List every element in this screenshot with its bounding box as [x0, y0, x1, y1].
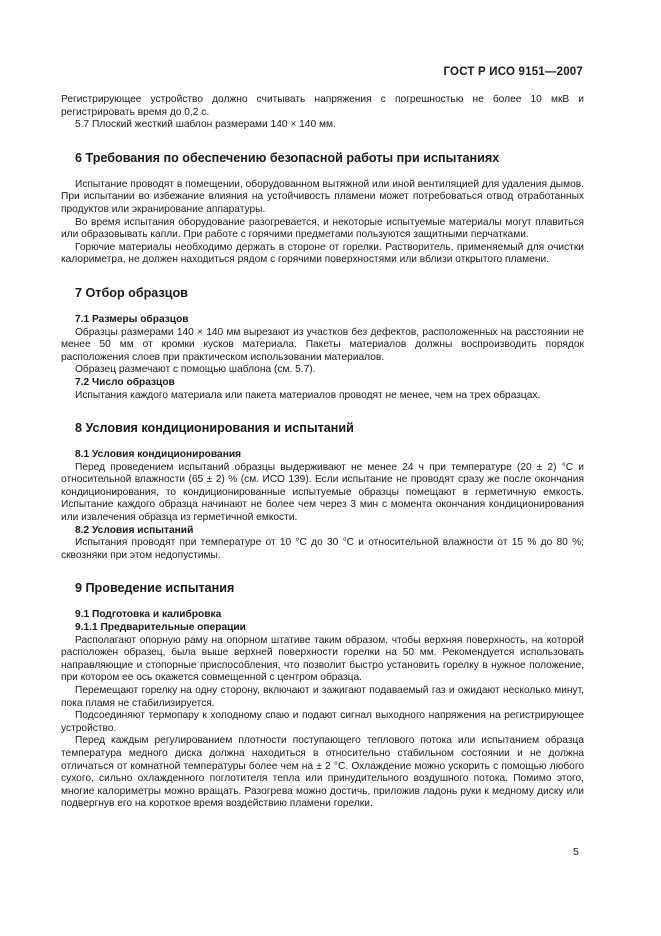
paragraph: Горючие материалы необходимо держать в стороне от горелки. Растворитель, применяемый для очистки калориметра, не должен находиться рядом с горячими поверхностями или вблизи открытого пламени.	[61, 241, 584, 266]
page-content	[61, 94, 584, 811]
section-7-heading: 7 Отбор образцов	[75, 285, 188, 300]
paragraph: Регистрирующее устройство должно считывать напряжения с погрешностью не более 10 мкВ и регистрировать время до 0,2 с.	[61, 94, 584, 118]
page-number: 5	[573, 846, 579, 858]
section-9-heading: 9 Проведение испытания	[75, 581, 235, 596]
paragraph: Испытания каждого материала или пакета материалов проводят не менее, чем на трех образцах.	[75, 389, 541, 401]
subsection-7-1-heading: 7.1 Размеры образцов	[75, 313, 189, 325]
paragraph: Перед каждым регулированием плотности поступающего теплового потока или испытанием образца температура медного диска должна находиться в относительно стабильном состоянии и не должна отличаться от комнатной температуры более чем на ± 2 °С. Охлаждение можно ускорить с помощью любого сухого, сильно охлажденного поглотителя тепла или принудительного воздушного потока. Помимо этого, многие калориметры можно вращать. Разогрева можно достичь, приложив ладонь руки к медному диску или подвергнув его на короткое время воздействию пламени горелки.	[61, 735, 584, 810]
paragraph: Испытания проводят при температуре от 10 °С до 30 °С и относительной влажности от 15 % до 80 %; сквозняки при этом недопустимы.	[61, 537, 584, 561]
paragraph: Образцы размерами 140 × 140 мм вырезают из участков без дефектов, расположенных на расстоянии не менее 50 мм от кромки кусков материала. Пакеты материалов должны воспроизводить порядок расположения слоев при практическом использовании материалов.	[61, 326, 584, 363]
paragraph: 5.7 Плоский жесткий шаблон размерами 140 × 140 мм.	[75, 119, 336, 131]
document-code: ГОСТ Р ИСО 9151—2007	[443, 66, 583, 78]
paragraph: Во время испытания оборудование разогревается, и некоторые испытуемые материалы могут плавиться или образовывать капли. При работе с горячими предметами пользуются защитными перчатками.	[61, 216, 584, 241]
paragraph: Подсоединяют термопару к холодному спаю и подают сигнал выходного напряжения на регистрирующее устройство.	[61, 710, 584, 734]
section-6-heading: 6 Требования по обеспечению безопасной работы при испытаниях	[75, 150, 500, 165]
subsection-9-1-heading: 9.1 Подготовка и калибровка	[75, 609, 222, 621]
subsection-9-1-1-heading: 9.1.1 Предварительные операции	[75, 622, 246, 634]
paragraph: Испытание проводят в помещении, оборудованном вытяжной или иной вентиляцией для удаления дымов. При испытании во избежание влияния на устойчивость пламени может потребоваться отвод отработанных продуктов или экранирование аппаратуры.	[61, 178, 584, 215]
paragraph: Образец размечают с помощью шаблона (см. 5.7).	[75, 364, 316, 376]
subsection-7-2-heading: 7.2 Число образцов	[75, 376, 175, 388]
subsection-8-1-heading: 8.1 Условия кондиционирования	[75, 449, 242, 461]
paragraph: Перемещают горелку на одну сторону, включают и зажигают подаваемый газ и ожидают несколько минут, пока пламя не стабилизируется.	[61, 685, 584, 709]
paragraph: Располагают опорную раму на опорном штативе таким образом, чтобы верхняя поверхность, на которой расположен образец, была выше верхней поверхности горелки на 50 мм. Рекомендуется использовать направляющие и стопорные приспособления, что позволит быстро установить горелку в нужное положение, при котором ее ось окажется совмещенной с центром образца.	[61, 634, 584, 684]
subsection-8-2-heading: 8.2 Условия испытаний	[75, 524, 194, 536]
section-8-heading: 8 Условия кондиционирования и испытаний	[75, 421, 354, 436]
paragraph: Перед проведением испытаний образцы выдерживают не менее 24 ч при температуре (20 ± 2) °С и относительной влажности (65 ± 2) % (см. ИСО 139). Если испытание не проводят сразу же после окончания кондиционирования, то кондиционированные испытуемые образцы помещают в герметичную емкость. Испытание каждого образца начинают не более чем через 3 мин с момента окончания кондиционирования или извлечения образца из герметичной емкости.	[61, 461, 584, 524]
